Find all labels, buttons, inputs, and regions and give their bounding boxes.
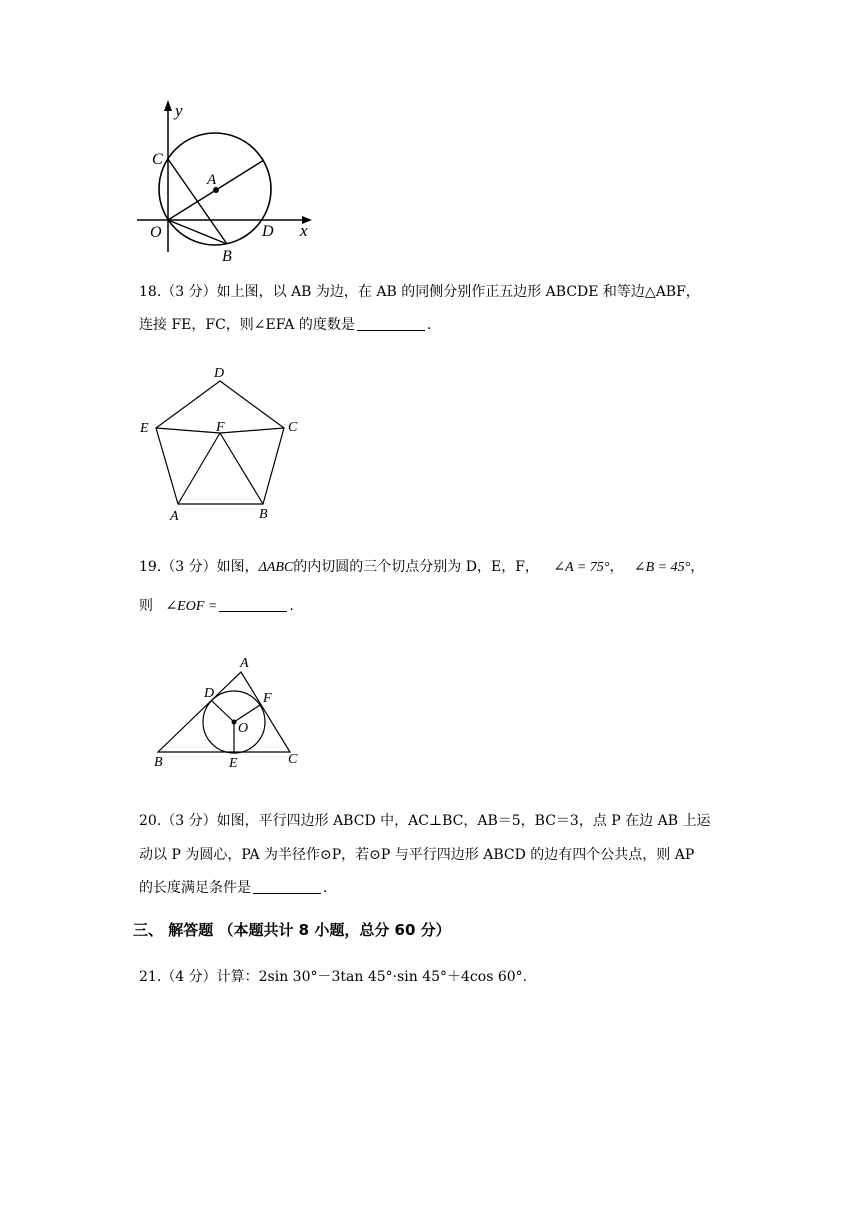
question-18-period: .	[426, 317, 432, 333]
question-20-period: .	[323, 880, 328, 896]
label-b: B	[259, 507, 268, 522]
pentagon-abcde	[156, 381, 284, 504]
figure-19-incircle	[148, 650, 308, 775]
label-a: A	[207, 172, 217, 188]
label-o: O	[150, 224, 162, 241]
y-axis-arrow	[164, 100, 172, 111]
figure-17-circle-axes	[135, 95, 325, 265]
segment-fb	[220, 433, 263, 504]
segment-od	[212, 701, 234, 722]
separator: ，	[690, 559, 705, 575]
figure-18-pentagon	[135, 360, 310, 525]
label-c: C	[288, 420, 298, 435]
section-3-heading: 三、 解答题 （本题共计 8 小题，总分 60 分）	[133, 921, 451, 939]
label-c: C	[152, 151, 163, 168]
answer-blank-19	[219, 597, 287, 612]
question-19-line-2	[139, 596, 294, 617]
label-d: D	[262, 223, 274, 240]
label-c: C	[288, 752, 298, 767]
label-y: y	[175, 101, 183, 120]
question-19-text-3: 则	[139, 598, 153, 614]
label-a: A	[170, 509, 179, 524]
label-f: F	[216, 420, 225, 435]
question-20-line-2: 动以 P 为圆心，PA 为半径作⊙P，若⊙P 与平行四边形 ABCD 的边有四个公共点，则 AP	[139, 847, 695, 863]
label-e: E	[140, 421, 149, 436]
label-a: A	[240, 656, 249, 671]
label-b: B	[154, 755, 163, 770]
question-20-line-3	[139, 878, 327, 898]
angle-a-value: ∠A = 75°	[553, 560, 610, 575]
angle-b-value: ∠B = 45°	[633, 560, 691, 575]
question-19-text-2: 的内切圆的三个切点分别为 D，E，F，	[293, 559, 539, 575]
label-f: F	[263, 691, 272, 706]
question-18-line-2	[139, 315, 431, 335]
question-18-line-1: 18.（3 分）如上图，以 AB 为边，在 AB 的同侧分别作正五边形 ABCDE 和等边△ABF，	[139, 284, 700, 300]
question-20-line-1: 20.（3 分）如图，平行四边形 ABCD 中，AC⊥BC，AB＝5，BC＝3，点 P 在边 AB 上运	[139, 813, 711, 829]
center-point-o	[232, 720, 237, 725]
answer-blank-20	[253, 879, 321, 894]
label-o: O	[238, 721, 249, 736]
label-x: x	[300, 221, 308, 240]
label-b: B	[222, 248, 232, 265]
segment-fc	[220, 428, 284, 433]
segment-fa	[178, 433, 220, 504]
answer-blank-18	[357, 316, 425, 331]
separator: ，	[609, 559, 624, 575]
label-d: D	[214, 366, 225, 381]
label-e: E	[229, 756, 238, 771]
question-19-line-1	[139, 557, 704, 578]
label-d: D	[204, 686, 215, 701]
segment-of	[234, 705, 260, 722]
question-20-text: 的长度满足条件是	[139, 880, 251, 896]
question-18-text: 连接 FE，FC，则∠EFA 的度数是	[139, 317, 355, 333]
question-21: 21.（4 分）计算：2sin 30°－3tan 45°·sin 45°＋4cos 60°.	[139, 969, 528, 985]
question-19-text: 19.（3 分）如图，	[139, 559, 259, 575]
question-19-period: .	[289, 598, 294, 614]
angle-eof: ∠EOF =	[165, 599, 218, 614]
segment-fe	[156, 428, 220, 433]
triangle-abc: ΔABC	[258, 560, 294, 575]
